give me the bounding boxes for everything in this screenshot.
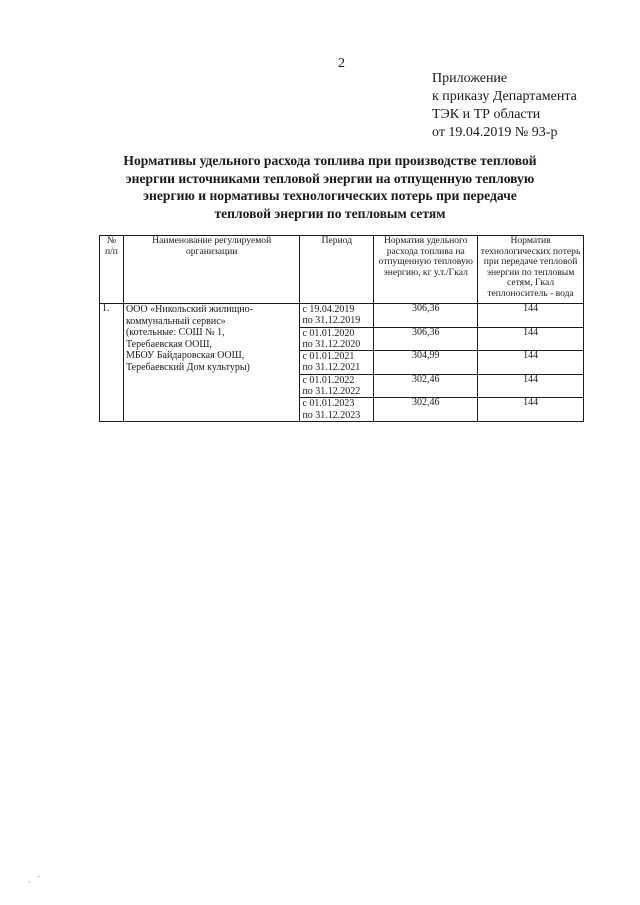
title-line: энергию и нормативы технологических потерь при передаче xyxy=(143,188,517,203)
org-line: (котельные: СОШ № 1, xyxy=(125,327,225,339)
period-to: по 31.12.2022 xyxy=(302,386,361,398)
loss-norm-cell: 144 xyxy=(478,327,584,351)
period-cell xyxy=(300,398,374,422)
header-loss-norm: Норматив технологических потерь при передаче тепловой энергии по тепловым сетям, Гкал теплоноситель - вода xyxy=(478,236,584,304)
period-from: с 19.04.2019 xyxy=(302,304,355,315)
period-to: по 31.12.2019 xyxy=(302,315,361,327)
appendix-block xyxy=(432,70,577,142)
period-to: по 31.12.2021 xyxy=(302,362,361,374)
header-period: Период xyxy=(300,236,374,304)
fuel-norm-cell: 306,36 xyxy=(374,304,478,328)
table-row xyxy=(100,304,584,328)
org-line: Теребаевская ООШ, xyxy=(125,338,212,350)
period-cell xyxy=(300,327,374,351)
org-line: ООО «Никольский жилищно- xyxy=(125,304,253,315)
appendix-line: ТЭК и ТР области xyxy=(432,107,541,122)
period-to: по 31.12.2020 xyxy=(302,338,361,350)
period-from: с 01.01.2022 xyxy=(302,374,355,386)
period-to: по 31.12.2023 xyxy=(302,409,361,421)
row-number: 1. xyxy=(100,304,124,422)
norms-table xyxy=(99,235,584,422)
period-from: с 01.01.2020 xyxy=(302,327,355,339)
table-header-row xyxy=(100,236,584,304)
scan-speck: . xyxy=(38,870,40,879)
appendix-line: Приложение xyxy=(432,71,508,86)
period-cell xyxy=(300,374,374,398)
header-num: № п/п xyxy=(100,236,124,304)
period-from: с 01.01.2023 xyxy=(302,398,355,410)
period-cell xyxy=(300,304,374,328)
fuel-norm-cell: 304,99 xyxy=(374,351,478,375)
appendix-line: от 19.04.2019 № 93-р xyxy=(432,125,558,140)
loss-norm-cell: 144 xyxy=(478,304,584,328)
org-line: МБОУ Байдаровская ООШ, xyxy=(125,350,245,362)
org-line: Теребаевский Дом культуры) xyxy=(125,361,250,373)
scan-speck: · xyxy=(28,878,31,887)
header-org: Наименование регулируемой организации xyxy=(123,236,300,304)
document-title xyxy=(100,152,560,222)
period-from: с 01.01.2021 xyxy=(302,351,355,363)
fuel-norm-cell: 302,46 xyxy=(374,398,478,422)
fuel-norm-cell: 302,46 xyxy=(374,374,478,398)
period-cell xyxy=(300,351,374,375)
title-line: тепловой энергии по тепловым сетям xyxy=(214,205,446,221)
title-line: Нормативы удельного расхода топлива при производстве тепловой xyxy=(123,153,537,168)
title-line: энергии источниками тепловой энергии на отпущенную тепловую xyxy=(125,170,535,186)
page-number: 2 xyxy=(338,56,345,71)
header-fuel-norm: Норматив удельного расхода топлива на отпущенную тепловую энергию, кг у.т./Гкал xyxy=(374,236,478,304)
organization-cell xyxy=(123,304,300,422)
fuel-norm-cell: 306,36 xyxy=(374,327,478,351)
loss-norm-cell: 144 xyxy=(478,398,584,422)
loss-norm-cell: 144 xyxy=(478,374,584,398)
org-line: коммунальный сервис» xyxy=(125,315,226,327)
loss-norm-cell: 144 xyxy=(478,351,584,375)
appendix-line: к приказу Департамента xyxy=(432,89,577,104)
